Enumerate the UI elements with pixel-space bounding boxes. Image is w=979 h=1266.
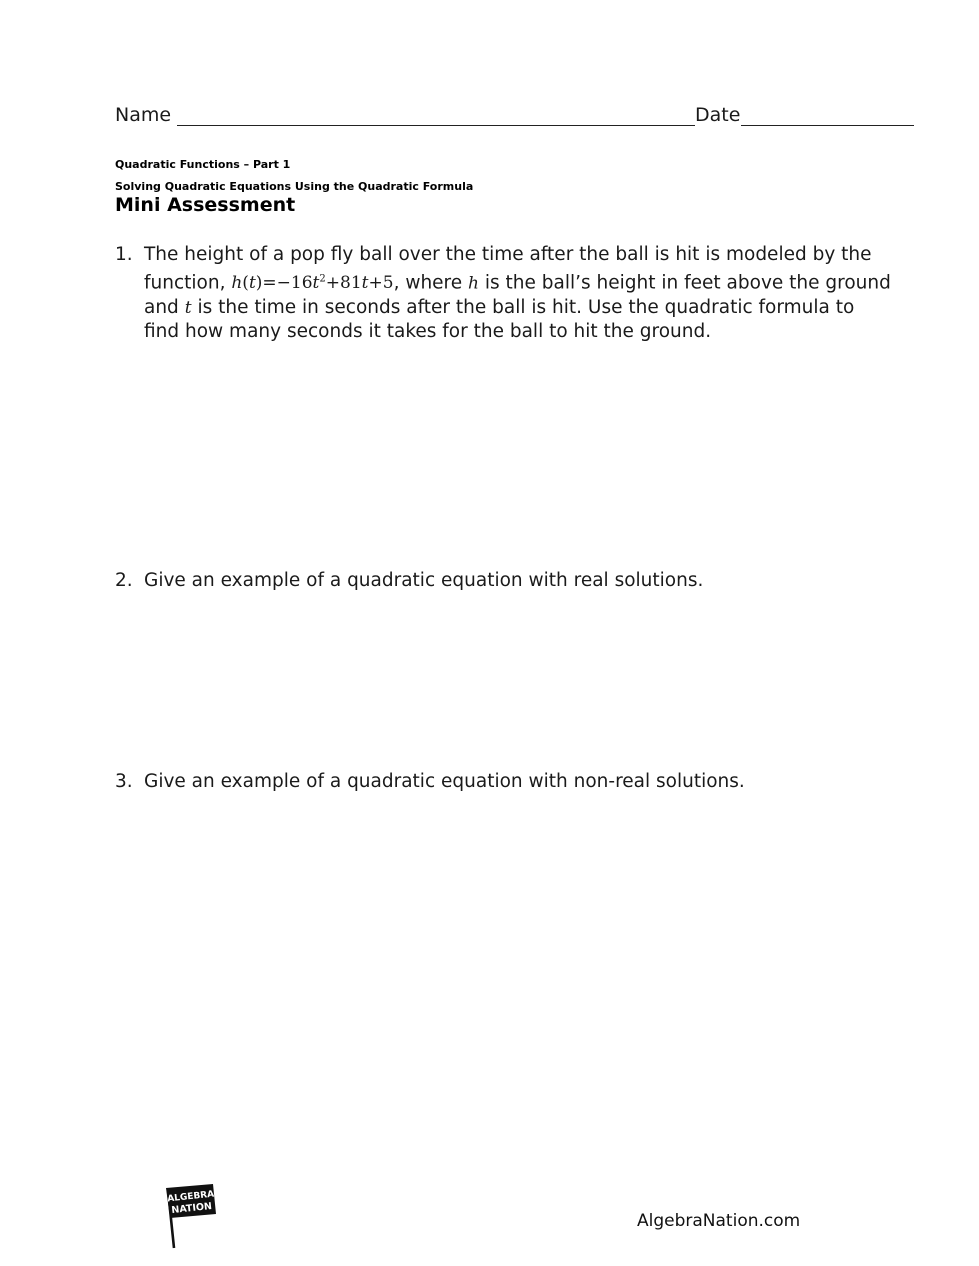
date-label: Date <box>695 104 741 126</box>
question-number: 3. <box>115 771 133 792</box>
question-text: Give an example of a quadratic equation with real solutions. <box>144 570 704 591</box>
question-line: and t is the time in seconds after the ball is hit. Use the quadratic formula to <box>144 296 855 318</box>
question-number: 1. <box>115 244 133 265</box>
page-title: Mini Assessment <box>115 194 296 216</box>
name-field[interactable] <box>177 125 695 126</box>
question-line: The height of a pop fly ball over the time after the ball is hit is modeled by the <box>144 244 872 265</box>
question-2 <box>115 569 915 595</box>
footer-url: AlgebraNation.com <box>637 1211 801 1231</box>
date-field[interactable] <box>741 125 914 126</box>
unit-title: Quadratic Functions – Part 1 <box>115 158 291 171</box>
question-text: Give an example of a quadratic equation with non-real solutions. <box>144 771 745 792</box>
question-line: function, $h(t)=-16t^2+81t+5$, where h is the ball’s height in feet above the ground <box>144 272 891 294</box>
name-label: Name <box>115 104 172 126</box>
question-1 <box>115 243 915 343</box>
height-function-formula: $h(t)=-16t^2+81t+5$ <box>231 273 394 294</box>
algebra-nation-logo <box>158 1182 220 1250</box>
logo-text-nation: NATION <box>170 1200 213 1217</box>
section-title: Solving Quadratic Equations Using the Quadratic Formula <box>115 180 474 193</box>
logo-text-algebra: ALGEBRA <box>166 1189 215 1205</box>
answer-space-1[interactable] <box>144 350 914 560</box>
answer-space-2[interactable] <box>144 600 914 760</box>
question-text <box>144 243 915 345</box>
question-number: 2. <box>115 570 133 591</box>
answer-space-3[interactable] <box>144 802 914 1162</box>
question-line: find how many seconds it takes for the ball to hit the ground. <box>144 321 712 343</box>
question-3 <box>115 770 915 796</box>
name-date-header <box>115 104 915 128</box>
